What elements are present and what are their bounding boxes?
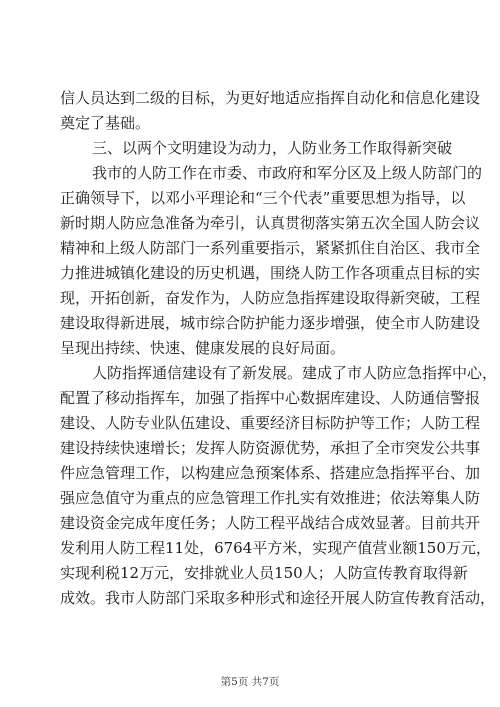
text-line: 建设、人防专业队伍建设、重要经济目标防护等工作；人防工程 [60, 414, 481, 432]
text-line: 成效。我市人防部门采取多种形式和途径开展人防宣传教育活动， [60, 589, 496, 607]
text-line: 呈现出持续、快速、健康发展的良好局面。 [60, 339, 346, 357]
page-number: 第5页 共7页 [220, 676, 280, 688]
section-heading: 三、以两个文明建设为动力，人防业务工作取得新突破 [92, 139, 453, 157]
text-line: 奠定了基础。 [60, 114, 151, 132]
text-line: 建设持续快速增长；发挥人防资源优势，承担了全市突发公共事 [60, 439, 481, 457]
text-line: 我市的人防工作在市委、市政府和军分区及上级人防部门的 [92, 164, 483, 182]
text-line: 现，开拓创新，奋发作为，人防应急指挥建设取得新突破，工程 [60, 289, 481, 307]
text-line: 建设取得新进展，城市综合防护能力逐步增强，使全市人防建设 [60, 314, 481, 332]
text-line: 发利用人防工程11处，6764平方米，实现产值营业额150万元， [60, 539, 491, 557]
text-line: 力推进城镇化建设的历史机遇，围绕人防工作各项重点目标的实 [60, 264, 481, 282]
document-body [60, 86, 498, 611]
text-line: 正确领导下，以邓小平理论和“三个代表”重要思想为指导，以 [60, 189, 466, 207]
text-line: 配置了移动指挥车，加强了指挥中心数据库建设、人防通信警报 [60, 389, 481, 407]
text-line: 新时期人防应急准备为牵引，认真贯彻落实第五次全国人防会议 [60, 214, 481, 232]
text-line: 人防指挥通信建设有了新发展。建成了市人防应急指挥中心， [92, 364, 498, 382]
text-line: 精神和上级人防部门一系列重要指示，紧紧抓住自治区、我市全 [60, 239, 481, 257]
text-line: 件应急管理工作，以构建应急预案体系、搭建应急指挥平台、加 [60, 464, 481, 482]
text-line: 强应急值守为重点的应急管理工作扎实有效推进；依法筹集人防 [60, 489, 481, 507]
text-line: 实现利税12万元，安排就业人员150人；人防宣传教育取得新 [60, 564, 468, 582]
text-line: 建设资金完成年度任务；人防工程平战结合成效显著。目前共开 [60, 514, 481, 532]
text-line: 信人员达到二级的目标，为更好地适应指挥自动化和信息化建设 [60, 89, 481, 107]
